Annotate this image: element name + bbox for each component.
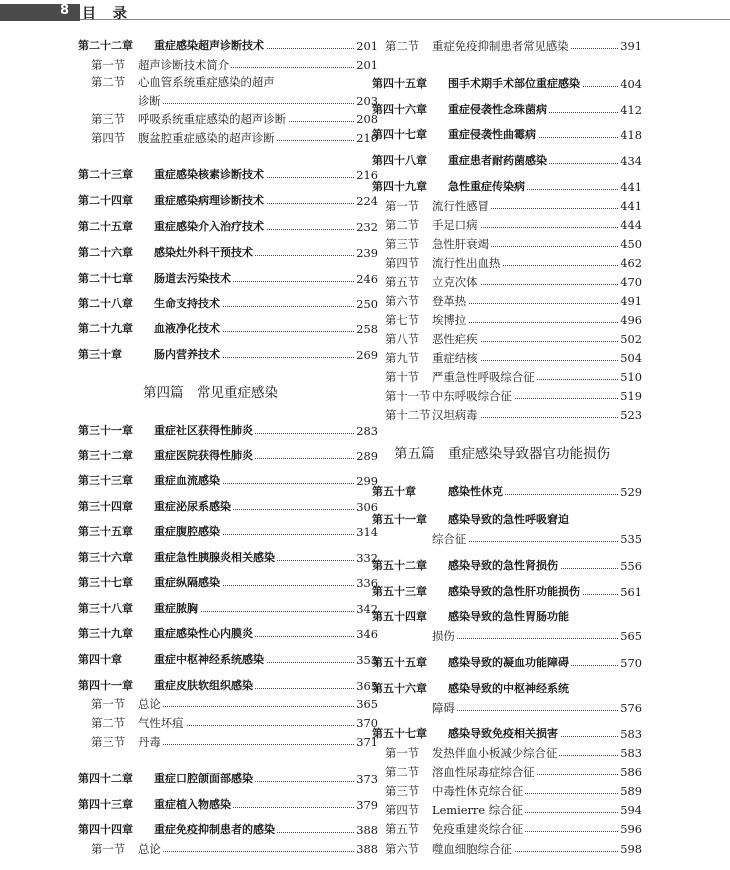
entry-page-number: 583	[620, 727, 642, 741]
entry-page-number: 239	[356, 246, 378, 260]
entry-title: 气性坏疽	[138, 716, 184, 730]
leader-dots	[138, 840, 354, 858]
toc-chapter-entry	[78, 244, 378, 262]
entry-label: 第四十九章	[372, 180, 427, 193]
entry-label: 第三十六章	[78, 551, 133, 564]
entry-label: 第三节	[385, 237, 420, 251]
toc-section-entry	[78, 73, 378, 91]
toc-section-entry	[372, 254, 642, 272]
entry-label: 第二十二章	[78, 39, 133, 52]
entry-page-number: 441	[620, 180, 642, 194]
entry-label: 第二十九章	[78, 322, 133, 335]
entry-page-number: 210	[356, 131, 378, 145]
entry-label: 第一节	[91, 842, 126, 856]
entry-title: 噬血细胞综合征	[432, 842, 512, 856]
toc-chapter-entry	[372, 101, 642, 119]
entry-label: 第五十四章	[372, 610, 427, 623]
entry-title: 感染导致的急性呼吸窘迫	[448, 511, 571, 529]
entry-page-number: 269	[356, 348, 378, 362]
toc-chapter-entry	[78, 523, 378, 541]
entry-title: 重症口腔颌面部感染	[154, 770, 255, 788]
toc-section-entry	[372, 406, 642, 424]
toc-section-entry	[372, 330, 642, 348]
toc-chapter-entry	[78, 295, 378, 313]
entry-label: 第五十六章	[372, 682, 427, 695]
toc-chapter-entry	[372, 557, 642, 575]
entry-title: 丹毒	[138, 735, 161, 749]
entry-title: 重症免疫抑制患者的感染	[154, 821, 277, 839]
entry-label: 第二节	[91, 716, 126, 730]
entry-title: 登革热	[432, 294, 467, 308]
entry-page-number: 365	[356, 679, 378, 693]
entry-label: 第二节	[91, 75, 126, 89]
entry-label: 第六节	[385, 294, 420, 308]
entry-title: 溶血性尿毒症综合征	[432, 765, 535, 779]
entry-label: 第三十一章	[78, 424, 133, 437]
entry-title: 围手术期手术部位重症感染	[448, 75, 582, 93]
toc-chapter-entry	[78, 821, 378, 839]
entry-page-number: 470	[620, 275, 642, 289]
toc-chapter-entry	[78, 320, 378, 338]
entry-page-number: 388	[356, 823, 378, 837]
leader-dots	[138, 695, 354, 713]
entry-title: Lemierre 综合征	[432, 803, 523, 817]
entry-page-number: 496	[620, 313, 642, 327]
toc-continuation-line	[372, 627, 642, 645]
entry-title: 重症感染介入治疗技术	[154, 218, 266, 236]
entry-title: 重症社区获得性肺炎	[154, 422, 255, 440]
toc-chapter-entry	[372, 152, 642, 170]
entry-title: 感染灶外科干预技术	[154, 244, 255, 262]
toc-chapter-entry	[78, 677, 378, 695]
toc-chapter-entry	[372, 583, 642, 601]
toc-continuation-line	[372, 530, 642, 548]
entry-label: 第三十九章	[78, 627, 133, 640]
entry-title: 重症感染病理诊断技术	[154, 192, 266, 210]
entry-title: 重症免疫抑制患者常见感染	[432, 39, 569, 53]
entry-title: 埃博拉	[432, 313, 467, 327]
toc-chapter-entry	[372, 126, 642, 144]
entry-title: 感染导致的急性胃肠功能	[448, 608, 571, 626]
entry-title: 综合征	[432, 532, 467, 546]
entry-title: 重症中枢神经系统感染	[154, 651, 266, 669]
entry-title: 重症结核	[432, 351, 478, 365]
entry-page-number: 441	[620, 199, 642, 213]
entry-page-number: 596	[620, 822, 642, 836]
entry-page-number: 519	[620, 389, 642, 403]
entry-title: 感染导致的中枢神经系统	[448, 680, 571, 698]
entry-page-number: 598	[620, 842, 642, 856]
toc-chapter-entry	[78, 498, 378, 516]
entry-label: 第二节	[385, 39, 420, 53]
toc-section-entry	[78, 714, 378, 732]
entry-title: 感染导致的急性肾损伤	[448, 557, 560, 575]
entry-title: 诊断	[138, 94, 161, 108]
part-heading-5: 第五篇 重症感染导致器官功能损伤	[394, 446, 610, 462]
entry-title: 恶性疟疾	[432, 332, 478, 346]
entry-page-number: 232	[356, 220, 378, 234]
entry-title: 重症腹腔感染	[154, 523, 222, 541]
entry-label: 第五节	[385, 275, 420, 289]
entry-label: 第二十三章	[78, 168, 133, 181]
entry-page-number: 299	[356, 474, 378, 488]
entry-label: 第四十一章	[78, 679, 133, 692]
entry-title: 重症感染核素诊断技术	[154, 166, 266, 184]
toc-section-entry	[372, 840, 642, 858]
entry-page-number: 314	[356, 525, 378, 539]
entry-title: 感染导致的凝血功能障碍	[448, 654, 571, 672]
entry-page-number: 306	[356, 500, 378, 514]
toc-chapter-entry	[78, 625, 378, 643]
entry-label: 第一节	[91, 697, 126, 711]
entry-title: 手足口病	[432, 218, 478, 232]
entry-label: 第三节	[385, 784, 420, 798]
toc-chapter-entry	[78, 447, 378, 465]
entry-title: 重症侵袭性念珠菌病	[448, 101, 549, 119]
entry-title: 急性重症传染病	[448, 178, 527, 196]
entry-label: 第三节	[91, 735, 126, 749]
page-title: 目 录	[82, 6, 133, 22]
entry-label: 第二节	[385, 218, 420, 232]
entry-title: 总论	[138, 842, 161, 856]
part-heading-4: 第四篇 常见重症感染	[143, 385, 278, 401]
entry-title: 重症泌尿系感染	[154, 498, 233, 516]
entry-label: 第四节	[91, 131, 126, 145]
entry-label: 第二十四章	[78, 194, 133, 207]
entry-label: 第四十八章	[372, 154, 427, 167]
toc-chapter-entry	[78, 192, 378, 210]
toc-section-entry	[78, 840, 378, 858]
entry-title: 流行性感冒	[432, 199, 489, 213]
entry-title: 障碍	[432, 701, 455, 715]
entry-page-number: 576	[620, 701, 642, 715]
entry-page-number: 224	[356, 194, 378, 208]
entry-label: 第四十五章	[372, 77, 427, 90]
entry-page-number: 246	[356, 272, 378, 286]
entry-label: 第五十七章	[372, 727, 427, 740]
entry-title: 重症患者耐药菌感染	[448, 152, 549, 170]
entry-label: 第三十四章	[78, 500, 133, 513]
leader-dots	[138, 733, 354, 751]
entry-page-number: 529	[620, 485, 642, 499]
entry-page-number: 412	[620, 103, 642, 117]
toc-section-entry	[372, 292, 642, 310]
page-number: 8	[60, 3, 70, 18]
entry-page-number: 450	[620, 237, 642, 251]
entry-page-number: 365	[356, 697, 378, 711]
entry-label: 第十节	[385, 370, 420, 384]
entry-label: 第三十二章	[78, 449, 133, 462]
entry-label: 第十二节	[385, 408, 431, 422]
entry-label: 第三十三章	[78, 474, 133, 487]
toc-section-entry	[372, 349, 642, 367]
entry-title: 重症皮肤软组织感染	[154, 677, 255, 695]
toc-section-entry	[372, 197, 642, 215]
entry-title: 汉坦病毒	[432, 408, 478, 422]
entry-label: 第三十七章	[78, 576, 133, 589]
toc-chapter-entry	[78, 218, 378, 236]
entry-label: 第九节	[385, 351, 420, 365]
entry-page-number: 561	[620, 585, 642, 599]
toc-section-entry	[372, 273, 642, 291]
entry-label: 第五十五章	[372, 656, 427, 669]
toc-section-entry	[372, 216, 642, 234]
entry-label: 第十一节	[385, 389, 431, 403]
toc-section-entry	[372, 820, 642, 838]
entry-page-number: 346	[356, 627, 378, 641]
entry-page-number: 535	[620, 532, 642, 546]
entry-label: 第四十三章	[78, 798, 133, 811]
entry-label: 第三十五章	[78, 525, 133, 538]
entry-page-number: 336	[356, 576, 378, 590]
entry-page-number: 594	[620, 803, 642, 817]
entry-page-number: 371	[356, 735, 378, 749]
entry-page-number: 589	[620, 784, 642, 798]
entry-title: 急性肝衰竭	[432, 237, 489, 251]
toc-section-entry	[78, 695, 378, 713]
entry-title: 血液净化技术	[154, 320, 222, 338]
entry-title: 立克次体	[432, 275, 478, 289]
entry-title: 流行性出血热	[432, 256, 501, 270]
entry-page-number: 283	[356, 424, 378, 438]
toc-chapter-entry	[372, 75, 642, 93]
toc-continuation-line	[78, 92, 378, 110]
toc-chapter-entry	[78, 549, 378, 567]
toc-chapter-entry	[372, 654, 642, 672]
entry-label: 第四节	[385, 256, 420, 270]
toc-chapter-entry	[78, 270, 378, 288]
entry-label: 第五节	[385, 822, 420, 836]
toc-section-entry	[372, 744, 642, 762]
toc-chapter-entry	[78, 422, 378, 440]
toc-chapter-entry	[78, 37, 378, 55]
entry-title: 生命支持技术	[154, 295, 222, 313]
entry-title: 肠道去污染技术	[154, 270, 233, 288]
page-header	[0, 0, 730, 26]
entry-page-number: 353	[356, 653, 378, 667]
toc-chapter-entry	[372, 511, 642, 529]
entry-title: 重症感染超声诊断技术	[154, 37, 266, 55]
entry-page-number: 404	[620, 77, 642, 91]
entry-title: 中东呼吸综合征	[432, 389, 512, 403]
entry-page-number: 434	[620, 154, 642, 168]
toc-section-entry	[78, 733, 378, 751]
entry-label: 第八节	[385, 332, 420, 346]
toc-chapter-entry	[372, 725, 642, 743]
entry-title: 腹盆腔重症感染的超声诊断	[138, 131, 275, 145]
entry-page-number: 203	[356, 94, 378, 108]
entry-label: 第五十一章	[372, 513, 427, 526]
entry-title: 感染导致免疫相关损害	[448, 725, 560, 743]
entry-title: 损伤	[432, 629, 455, 643]
toc-chapter-entry	[372, 178, 642, 196]
entry-page-number: 583	[620, 746, 642, 760]
entry-title: 重症医院获得性肺炎	[154, 447, 255, 465]
entry-label: 第四十二章	[78, 772, 133, 785]
entry-label: 第一节	[385, 746, 420, 760]
entry-title: 呼吸系统重症感染的超声诊断	[138, 112, 287, 126]
entry-page-number: 462	[620, 256, 642, 270]
toc-chapter-entry	[78, 166, 378, 184]
toc-section-entry	[372, 801, 642, 819]
entry-page-number: 570	[620, 656, 642, 670]
entry-label: 第五十二章	[372, 559, 427, 572]
toc-chapter-entry	[78, 796, 378, 814]
entry-label: 第二十八章	[78, 297, 133, 310]
entry-page-number: 586	[620, 765, 642, 779]
entry-title: 严重急性呼吸综合征	[432, 370, 535, 384]
entry-title: 免疫重建炎综合征	[432, 822, 524, 836]
leader-dots	[432, 699, 618, 717]
entry-label: 第二节	[385, 765, 420, 779]
toc-chapter-entry	[78, 651, 378, 669]
entry-label: 第四十四章	[78, 823, 133, 836]
entry-page-number: 370	[356, 716, 378, 730]
entry-title: 重症植入物感染	[154, 796, 233, 814]
entry-page-number: 289	[356, 449, 378, 463]
entry-label: 第三十章	[78, 348, 122, 361]
entry-page-number: 491	[620, 294, 642, 308]
entry-page-number: 332	[356, 551, 378, 565]
toc-section-entry	[372, 235, 642, 253]
entry-label: 第四十七章	[372, 128, 427, 141]
entry-page-number: 504	[620, 351, 642, 365]
entry-page-number: 510	[620, 370, 642, 384]
entry-title: 中毒性休克综合征	[432, 784, 524, 798]
toc-section-entry	[372, 311, 642, 329]
toc-chapter-entry	[78, 574, 378, 592]
toc-section-entry	[78, 56, 378, 74]
entry-page-number: 258	[356, 322, 378, 336]
entry-label: 第二十七章	[78, 272, 133, 285]
entry-label: 第七节	[385, 313, 420, 327]
entry-page-number: 391	[620, 39, 642, 53]
entry-label: 第一节	[91, 58, 126, 72]
entry-title: 重症血流感染	[154, 472, 222, 490]
toc-section-entry	[372, 368, 642, 386]
toc-section-entry	[372, 387, 642, 405]
entry-title: 感染导致的急性肝功能损伤	[448, 583, 582, 601]
entry-label: 第一节	[385, 199, 420, 213]
leader-dots	[138, 92, 354, 110]
entry-page-number: 250	[356, 297, 378, 311]
entry-title: 超声诊断技术简介	[138, 58, 230, 72]
entry-page-number: 201	[356, 39, 378, 53]
header-rule	[80, 19, 730, 20]
entry-page-number: 379	[356, 798, 378, 812]
entry-label: 第四节	[385, 803, 420, 817]
entry-title: 心血管系统重症感染的超声	[138, 75, 275, 89]
toc-chapter-entry	[372, 483, 642, 501]
toc-chapter-entry	[78, 346, 378, 364]
entry-label: 第二十五章	[78, 220, 133, 233]
entry-page-number: 373	[356, 772, 378, 786]
entry-title: 重症急性胰腺炎相关感染	[154, 549, 277, 567]
entry-title: 重症感染性心内膜炎	[154, 625, 255, 643]
entry-page-number: 565	[620, 629, 642, 643]
entry-page-number: 342	[356, 602, 378, 616]
entry-label: 第三十八章	[78, 602, 133, 615]
entry-title: 肠内营养技术	[154, 346, 222, 364]
entry-label: 第五十章	[372, 485, 416, 498]
toc-section-entry	[372, 763, 642, 781]
toc-chapter-entry	[372, 608, 642, 626]
leader-dots	[432, 627, 618, 645]
entry-title: 重症脓胸	[154, 600, 200, 618]
entry-page-number: 556	[620, 559, 642, 573]
toc-chapter-entry	[78, 770, 378, 788]
toc-chapter-entry	[372, 680, 642, 698]
toc-section-entry	[372, 782, 642, 800]
entry-label: 第五十三章	[372, 585, 427, 598]
entry-page-number: 208	[356, 112, 378, 126]
entry-title: 感染性休克	[448, 483, 505, 501]
entry-page-number: 388	[356, 842, 378, 856]
toc-section-entry	[372, 37, 642, 55]
toc-chapter-entry	[78, 472, 378, 490]
entry-title: 总论	[138, 697, 161, 711]
entry-page-number: 201	[356, 58, 378, 72]
entry-label: 第六节	[385, 842, 420, 856]
entry-page-number: 502	[620, 332, 642, 346]
entry-title: 发热伴血小板减少综合征	[432, 746, 558, 760]
toc-continuation-line	[372, 699, 642, 717]
entry-page-number: 418	[620, 128, 642, 142]
entry-page-number: 216	[356, 168, 378, 182]
entry-title: 重症侵袭性曲霉病	[448, 126, 538, 144]
toc-chapter-entry	[78, 600, 378, 618]
entry-label: 第四十章	[78, 653, 122, 666]
entry-label: 第四十六章	[372, 103, 427, 116]
entry-label: 第二十六章	[78, 246, 133, 259]
entry-label: 第三节	[91, 112, 126, 126]
entry-title: 重症纵隔感染	[154, 574, 222, 592]
toc-section-entry	[78, 110, 378, 128]
toc-section-entry	[78, 129, 378, 147]
entry-page-number: 444	[620, 218, 642, 232]
entry-page-number: 523	[620, 408, 642, 422]
